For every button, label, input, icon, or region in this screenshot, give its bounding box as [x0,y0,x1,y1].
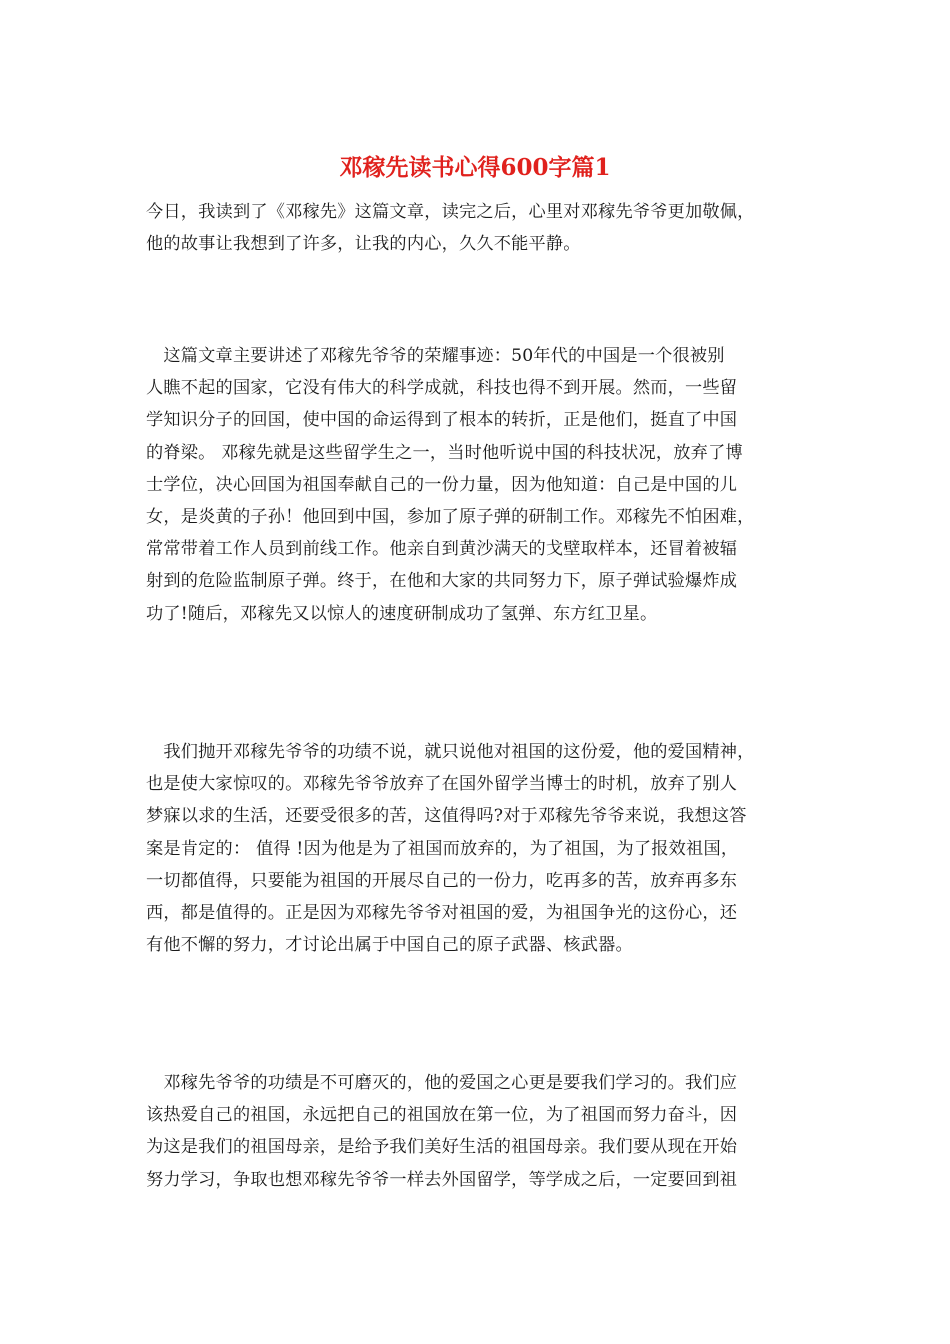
text-line: 也是使大家惊叹的。邓稼先爷爷放弃了在国外留学当博士的时机，放弃了别人 [146,774,738,795]
text-line: 邓稼先爷爷的功绩是不可磨灭的，他的爱国之心更是要我们学习的。我们应 [146,1073,738,1093]
paragraph-3 [146,736,816,961]
paragraph-2 [146,340,816,630]
text-line: 我们抛开邓稼先爷爷的功绩不说，就只说他对祖国的这份爱，他的爱国精神， [146,742,755,762]
text-line: 有他不懈的努力，才讨论出属于中国自己的原子武器、核武器。 [146,935,633,956]
text-line: 一切都值得，只要能为祖国的开展尽自己的一份力，吃再多的苦，放弃再多东 [146,870,738,891]
text-line: 士学位，决心回国为祖国奉献自己的一份力量，因为他知道：自己是中国的儿 [146,474,738,495]
text-line: 为这是我们的祖国母亲，是给予我们美好生活的祖国母亲。我们要从现在开始 [146,1137,738,1158]
text-line: 这篇文章主要讲述了邓稼先爷爷的荣耀事迹：50年代的中国是一个很被别 [146,346,725,366]
text-line: 今日，我读到了《邓稼先》这篇文章，读完之后，心里对邓稼先爷爷更加敬佩， [146,202,755,222]
text-line: 梦寐以求的生活，还要受很多的苦，这值得吗?对于邓稼先爷爷来说，我想这答 [146,806,747,827]
text-line: 女，是炎黄的子孙！他回到中国，参加了原子弹的研制工作。邓稼先不怕困难， [146,506,755,527]
text-line: 常常带着工作人员到前线工作。他亲自到黄沙满天的戈壁取样本，还冒着被辐 [146,539,738,560]
text-line: 他的故事让我想到了许多，让我的内心，久久不能平静。 [146,234,581,255]
text-line: 西，都是值得的。正是因为邓稼先爷爷对祖国的爱，为祖国争光的这份心，还 [146,902,738,923]
paragraph-4 [146,1067,816,1196]
text-line: 射到的危险监制原子弹。终于，在他和大家的共同努力下，原子弹试验爆炸成 [146,571,738,592]
text-line: 该热爱自己的祖国，永远把自己的祖国放在第一位，为了祖国而努力奋斗，因 [146,1105,738,1126]
text-line: 案是肯定的： 值得 !因为他是为了祖国而放弃的，为了祖国，为了报效祖国， [146,838,739,859]
text-line: 学知识分子的回国，使中国的命运得到了根本的转折，正是他们，挺直了中国 [146,410,738,431]
paragraph-1 [146,196,816,260]
text-line: 功了!随后，邓稼先又以惊人的速度研制成功了氢弹、东方红卫星。 [146,603,658,624]
text-line: 人瞧不起的国家，它没有伟大的科学成就，科技也得不到开展。然而，一些留 [146,378,738,399]
text-line: 的脊梁。 邓稼先就是这些留学生之一，当时他听说中国的科技状况，放弃了博 [146,442,743,463]
page-title: 邓稼先读书心得600字篇1 [339,154,611,181]
text-line: 努力学习，争取也想邓稼先爷爷一样去外国留学，等学成之后，一定要回到祖 [146,1169,738,1190]
